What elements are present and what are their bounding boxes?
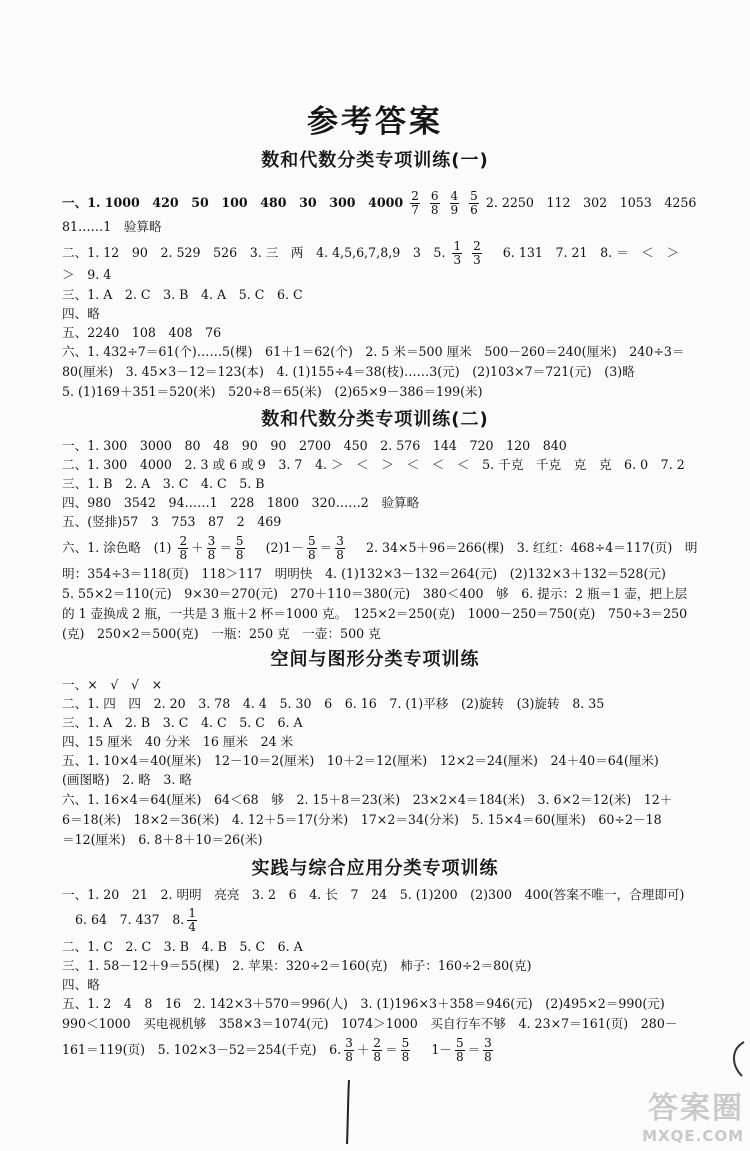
s2-line-10: (克) 250×2＝500(克) 一瓶：250 克 一壶：500 克 (62, 626, 381, 641)
s3-line-1: 一、× √ √ × (62, 677, 163, 692)
fraction: $\frac{1}{3}$ (453, 240, 462, 267)
s1-line-1 (62, 190, 702, 217)
s4-line-7: 990＜1000 买电视机够 358×3＝1074(元) 1074＞1000 买自行车不够 4. 23×7＝161(页) 280－ (62, 1016, 678, 1031)
s1-line-6: 四、略 (62, 306, 100, 321)
s2-line-5: 五、(竖排)57 3 753 87 2 469 (62, 514, 282, 529)
fraction: $\frac{3}{8}$ (336, 534, 344, 562)
s2-line-2: 二、1. 300 4000 2. 3 或 6 或 9 3. 7 4. ＞ ＜ ＞ ＜ ＜ ＜ 5. 千克 千克 克 克 6. 0 7. 2 (62, 457, 685, 472)
s1-line-5: 三、1. A 2. C 3. B 4. A 5. C 6. C (62, 287, 303, 302)
s1-line-2: 81……1 验算略 (62, 219, 162, 234)
s1-line-3 (62, 240, 702, 267)
s2-line-6: 六、1. 涂色略 (1) $\frac{2}{8}$ ＋ $\frac{3}{8}$ ＝ $\frac{5}{8}$ (2)1－ $\frac{5}{8}$ ＝ $\frac{3}{8}$ 2. 34×5＋96＝266(棵) 3. 红红：468÷4＝117(页) 明 (62, 534, 698, 562)
s4-line-5: 四、略 (62, 977, 100, 992)
fraction: $\frac{5}{8}$ (235, 534, 244, 562)
s1-l1-tail: 2. 2250 112 302 1053 4256 (485, 195, 697, 210)
s2-line-7: 明：354÷3＝118(页) 118＞117 明明快 4. (1)132×3－132＝264(元) (2)132×3＋132＝528(元) (62, 566, 666, 581)
s2-line-1: 一、1. 300 3000 80 48 90 90 2700 450 2. 576 144 720 120 840 (62, 438, 567, 453)
pencil-stroke (340, 1078, 360, 1148)
fraction: $\frac{4}{9}$ (450, 190, 459, 217)
section-heading-4: 实践与综合应用分类专项训练 (251, 858, 499, 879)
watermark-url: MXQE.COM (642, 1127, 744, 1145)
fraction: $\frac{2}{3}$ (473, 240, 481, 267)
s2-l6-mid: (2)1－ (265, 540, 305, 555)
s1-line-10: 5. (1)169＋351＝520(米) 520÷8＝65(米) (2)65×9－386＝199(米) (62, 384, 483, 399)
fraction: $\frac{5}{8}$ (455, 1036, 464, 1064)
corner-mark-icon (728, 1040, 748, 1080)
s1-l1-text: 一、1. 1000 420 50 100 480 30 300 4000 (62, 195, 404, 210)
s1-l3-tail: 6. 131 7. 21 8. ＝ ＜ ＞ (502, 245, 680, 260)
s3-line-9: ＝12(厘米) 6. 8＋8＋10＝26(米) (62, 832, 263, 847)
s4-line-3: 二、1. C 2. C 3. B 4. B 5. C 6. A (62, 939, 303, 954)
section-heading-3: 空间与图形分类专项训练 (270, 649, 480, 670)
s4-l8-text: 161＝119(页) 5. 102×3－52＝254(千克) 6. (62, 1042, 342, 1057)
s4-line-4: 三、1. 58－12＋9＝55(棵) 2. 苹果：320÷2＝160(克) 柿子：160÷2＝80(克) (62, 958, 532, 973)
s2-line-9: 的 1 壶换成 2 瓶，一共是 3 瓶＋2 杯＝1000 克。 125×2＝250(克) 1000－250＝750(克) 750÷3＝250 (62, 606, 688, 621)
watermark-logo (594, 1083, 744, 1143)
s3-line-3: 三、1. A 2. B 3. C 4. C 5. C 6. A (62, 715, 303, 730)
s2-l6-tail: 2. 34×5＋96＝266(棵) 3. 红红：468÷4＝117(页) 明 (365, 540, 698, 555)
s4-line-2 (75, 904, 715, 936)
s3-line-5: 五、1. 10×4＝40(厘米) 12－10＝2(厘米) 10＋2＝12(厘米) 12×2＝24(厘米) 24＋40＝64(厘米) (62, 753, 659, 768)
s3-line-2: 二、1. 四 四 2. 20 3. 78 4. 4 5. 30 6 6. 16 7. (1)平移 (2)旋转 (3)旋转 8. 35 (62, 696, 605, 711)
s4-l8-tail: 1－ (431, 1042, 452, 1057)
s4-line-1: 一、1. 20 21 2. 明明 亮亮 3. 2 6 4. 长 7 24 5. (1)200 (2)300 400(答案不唯一，合理即可) (62, 887, 685, 902)
s4-line-6: 五、1. 2 4 8 16 2. 142×3＋570＝996(人) 3. (1)196×3＋358＝946(元) (2)495×2＝990(元) (62, 996, 665, 1011)
page-title: 参考答案 (307, 104, 443, 140)
s1-l3-text: 二、1. 12 90 2. 529 526 3. 三 两 4. 4,5,6,7,8,9 3 5. (62, 245, 446, 260)
s3-line-4: 四、15 厘米 40 分米 16 厘米 24 米 (62, 734, 294, 749)
s3-line-6: (画图略) 2. 略 3. 略 (62, 772, 193, 787)
fraction: $\frac{2}{8}$ (179, 534, 188, 562)
section-heading-1: 数和代数分类专项训练(一) (261, 150, 489, 171)
s1-line-9: 80(厘米) 3. 45×3－12＝123(本) 4. (1)155÷4＝38(枝)……3(元) (2)103×7＝721(元) (3)略 (62, 364, 635, 379)
fraction: $\frac{3}{8}$ (345, 1036, 353, 1064)
fraction: $\frac{2}{7}$ (411, 190, 419, 217)
fraction: $\frac{5}{8}$ (308, 534, 316, 562)
fraction: $\frac{2}{8}$ (373, 1036, 382, 1064)
fraction: $\frac{5}{8}$ (401, 1036, 410, 1064)
fraction: $\frac{3}{8}$ (207, 534, 216, 562)
s3-line-7: 六、1. 16×4＝64(厘米) 64＜68 够 2. 15＋8＝23(米) 23×2×4＝184(米) 3. 6×2＝12(米) 12＋ (62, 792, 673, 807)
fraction: $\frac{5}{6}$ (470, 190, 478, 217)
fraction: $\frac{3}{8}$ (484, 1036, 492, 1064)
watermark-brand: 答案圈 (648, 1091, 744, 1126)
s2-line-8: 5. 55×2＝110(元) 9×30＝270(元) 270＋110＝380(元) 380＜400 够 6. 提示：2 瓶＝1 壶，把上层 (62, 586, 688, 601)
s3-line-8: 6＝18(米) 18×2＝36(米) 4. 12＋5＝17(分米) 17×2＝34(分米) 5. 15×4＝60(厘米) 60÷2－18 (62, 812, 662, 827)
fraction: $\frac{1}{4}$ (188, 906, 196, 934)
s1-line-4: ＞ 9. 4 (62, 267, 112, 282)
s2-line-3: 三、1. B 2. A 3. C 4. C 5. B (62, 476, 265, 491)
s1-line-7: 五、2240 108 408 76 (62, 325, 222, 340)
fraction: $\frac{6}{8}$ (430, 190, 439, 217)
section-heading-2: 数和代数分类专项训练(二) (261, 409, 489, 430)
s4-l2-text: 6. 64 7. 437 8. (75, 912, 185, 927)
s1-line-8: 六、1. 432÷7＝61(个)……5(棵) 61＋1＝62(个) 2. 5 米＝500 厘米 500－260＝240(厘米) 240÷3＝ (62, 344, 685, 359)
s2-l6-text: 六、1. 涂色略 (1) (62, 540, 172, 555)
s2-line-4: 四、980 3542 94……1 228 1800 320……2 验算略 (62, 495, 420, 510)
s4-line-8: 161＝119(页) 5. 102×3－52＝254(千克) 6. $\frac{3}{8}$ ＋ $\frac{2}{8}$ ＝ $\frac{5}{8}$ 1－ $\frac{5}{8}$ ＝ $\frac{3}{8}$ (62, 1036, 492, 1064)
